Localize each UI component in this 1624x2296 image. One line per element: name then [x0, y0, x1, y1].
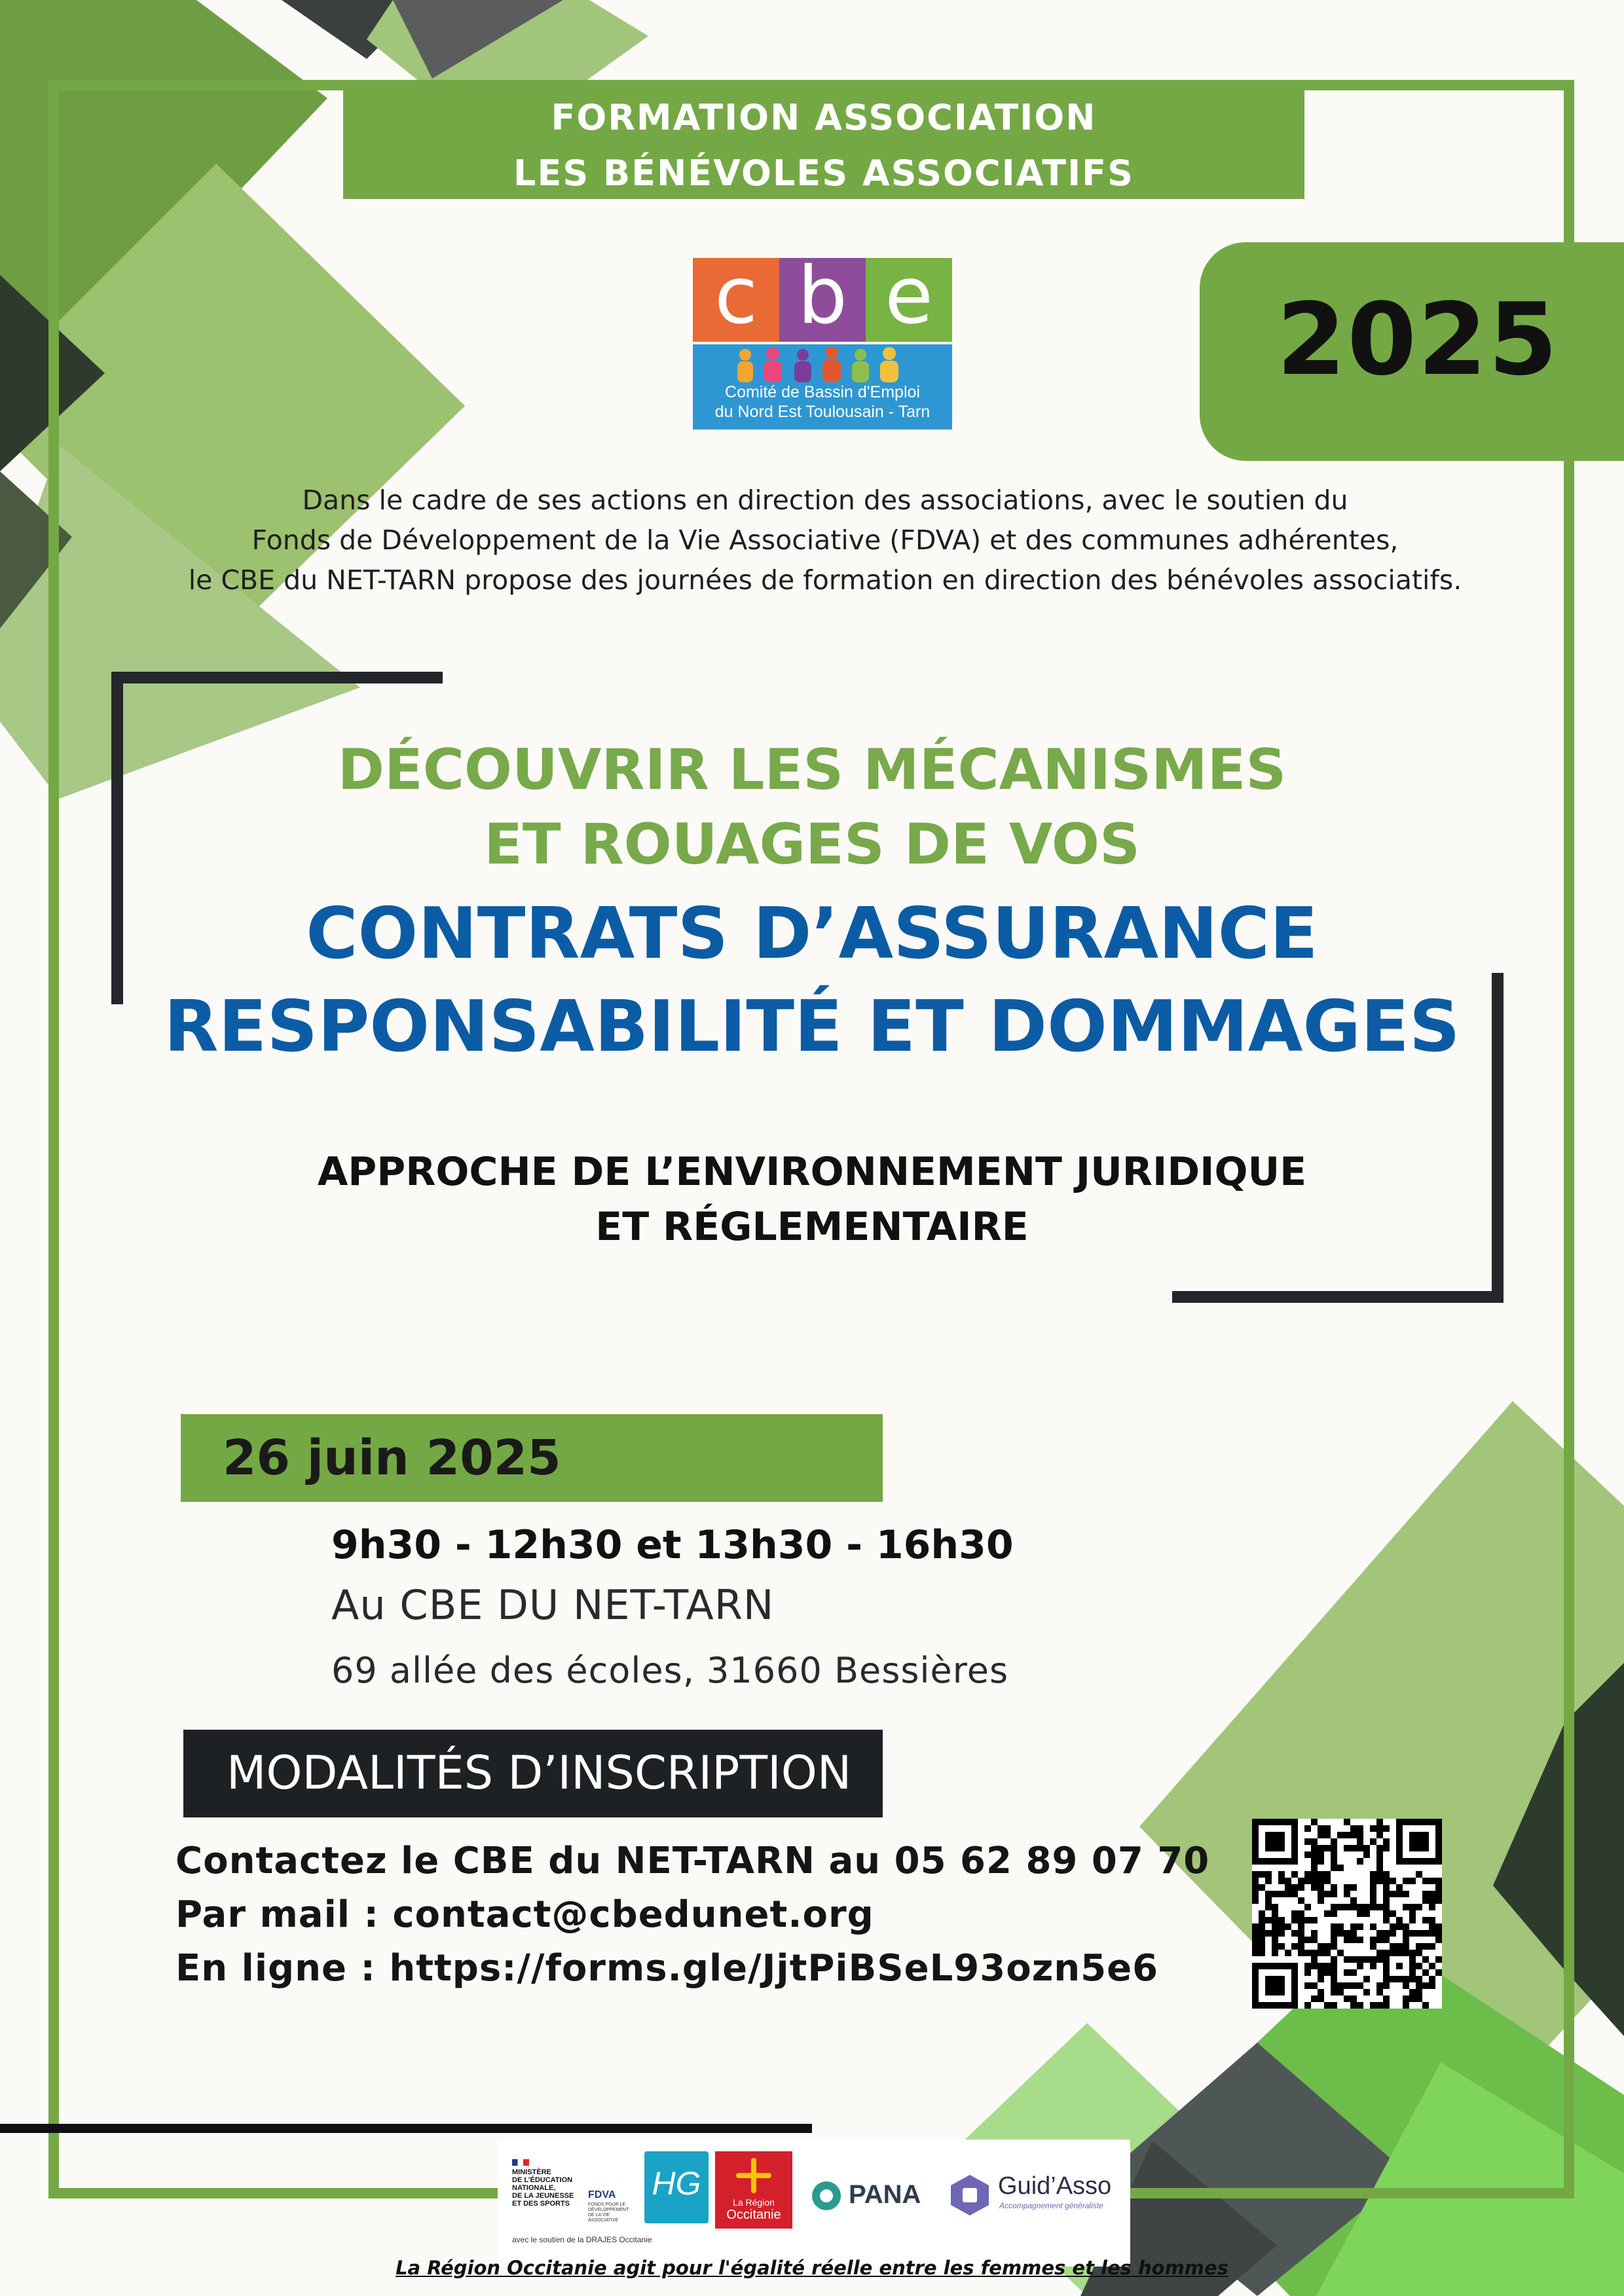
- region-label-1: La Région: [733, 2197, 775, 2208]
- intro-line-2: Fonds de Développement de la Vie Associative (FDVA) et des communes adhérentes,: [251, 524, 1399, 556]
- contact-phone: Contactez le CBE du NET-TARN au 05 62 89 07 70: [175, 1840, 1210, 1882]
- pana-icon: [809, 2179, 843, 2213]
- fdva-subtitle: FONDS POUR LE DÉVELOPPEMENT DE LA VIE ASSOCIATIVE: [588, 2202, 629, 2223]
- guidasso-icon: [947, 2172, 993, 2218]
- intro-line-3: le CBE du NET-TARN propose des journées de formation en direction des bénévoles associatifs.: [188, 564, 1462, 596]
- title-blue-line-1: CONTRATS D’ASSURANCE: [306, 893, 1318, 975]
- region-label-2: Occitanie: [726, 2208, 781, 2222]
- logo-caption-line-2: du Nord Est Toulousain - Tarn: [714, 403, 931, 421]
- bracket-bottom-horizontal: [1172, 1291, 1504, 1303]
- ministry-line-4: DE LA JEUNESSE: [512, 2192, 574, 2200]
- bracket-top-horizontal: [111, 672, 443, 683]
- subtitle-line-2: ET RÉGLEMENTAIRE: [595, 1204, 1029, 1250]
- ministry-line-1: MINISTÈRE: [512, 2168, 551, 2176]
- subtitle: [196, 1144, 1428, 1254]
- title-blue-line-2: RESPONSABILITÉ ET DOMMAGES: [164, 986, 1460, 1068]
- event-venue: Au CBE DU NET-TARN: [331, 1581, 775, 1629]
- ministry-line-3: NATIONALE,: [512, 2184, 556, 2192]
- ministry-line-2: DE L’ÉDUCATION: [512, 2176, 573, 2184]
- event-address: 69 allée des écoles, 31660 Bessières: [331, 1650, 1009, 1691]
- intro-paragraph: [79, 481, 1572, 600]
- header-line-2: LES BÉNÉVOLES ASSOCIATIFS: [513, 153, 1134, 194]
- header-line-1: FORMATION ASSOCIATION: [551, 97, 1097, 138]
- footer-equality-statement: La Région Occitanie agit pour l'égalité réelle entre les femmes et les hommes: [396, 2257, 1228, 2279]
- event-date: 26 juin 2025: [223, 1430, 561, 1486]
- guidasso-logo: Guid’Asso: [998, 2172, 1112, 2200]
- title-green-line-1: DÉCOUVRIR LES MÉCANISMES: [337, 737, 1287, 803]
- bottom-divider: [0, 2124, 812, 2133]
- drajes-caption: avec le soutien de la DRAJES Occitanie: [512, 2235, 652, 2244]
- title-green-line-2: ET ROUAGES DE VOS: [484, 812, 1140, 877]
- logo-caption-line-1: Comité de Bassin d'Emploi: [725, 383, 920, 401]
- pana-logo: PANA: [849, 2180, 921, 2209]
- ministry-logo: [512, 2168, 574, 2208]
- contact-mail[interactable]: Par mail : contact@cbedunet.org: [175, 1893, 874, 1936]
- guidasso-subtitle: Accompagnement généraliste: [999, 2201, 1103, 2210]
- registration-heading: MODALITÉS D’INSCRIPTION: [227, 1746, 852, 1800]
- qr-code-pattern: [1252, 1819, 1442, 2009]
- logo-letter-c: c: [693, 258, 779, 342]
- intro-line-1: Dans le cadre de ses actions en direction des associations, avec le soutien du: [302, 484, 1348, 516]
- contact-online[interactable]: En ligne : https://forms.gle/JjtPiBSeL93ozn5e6: [175, 1947, 1159, 1990]
- logo-letter-b: b: [779, 258, 866, 342]
- year-label: 2025: [1276, 282, 1559, 397]
- subtitle-line-1: APPROCHE DE L’ENVIRONNEMENT JURIDIQUE: [317, 1149, 1307, 1195]
- partner-logos: [498, 2140, 1130, 2267]
- event-hours: 9h30 - 12h30 et 13h30 - 16h30: [331, 1522, 1014, 1568]
- ministry-line-5: ET DES SPORTS: [512, 2200, 570, 2208]
- logo-caption: [693, 382, 952, 422]
- logo-letter-e: e: [866, 258, 952, 342]
- qr-code[interactable]: [1252, 1819, 1442, 2009]
- french-flag-icon: [512, 2159, 529, 2166]
- header-band: [343, 88, 1304, 199]
- cbe-logo: [693, 251, 952, 429]
- occitan-cross-icon: [736, 2158, 771, 2193]
- people-icon: [732, 347, 915, 384]
- hg-logo-text: HG: [652, 2165, 701, 2202]
- fdva-logo: FDVA: [588, 2189, 616, 2200]
